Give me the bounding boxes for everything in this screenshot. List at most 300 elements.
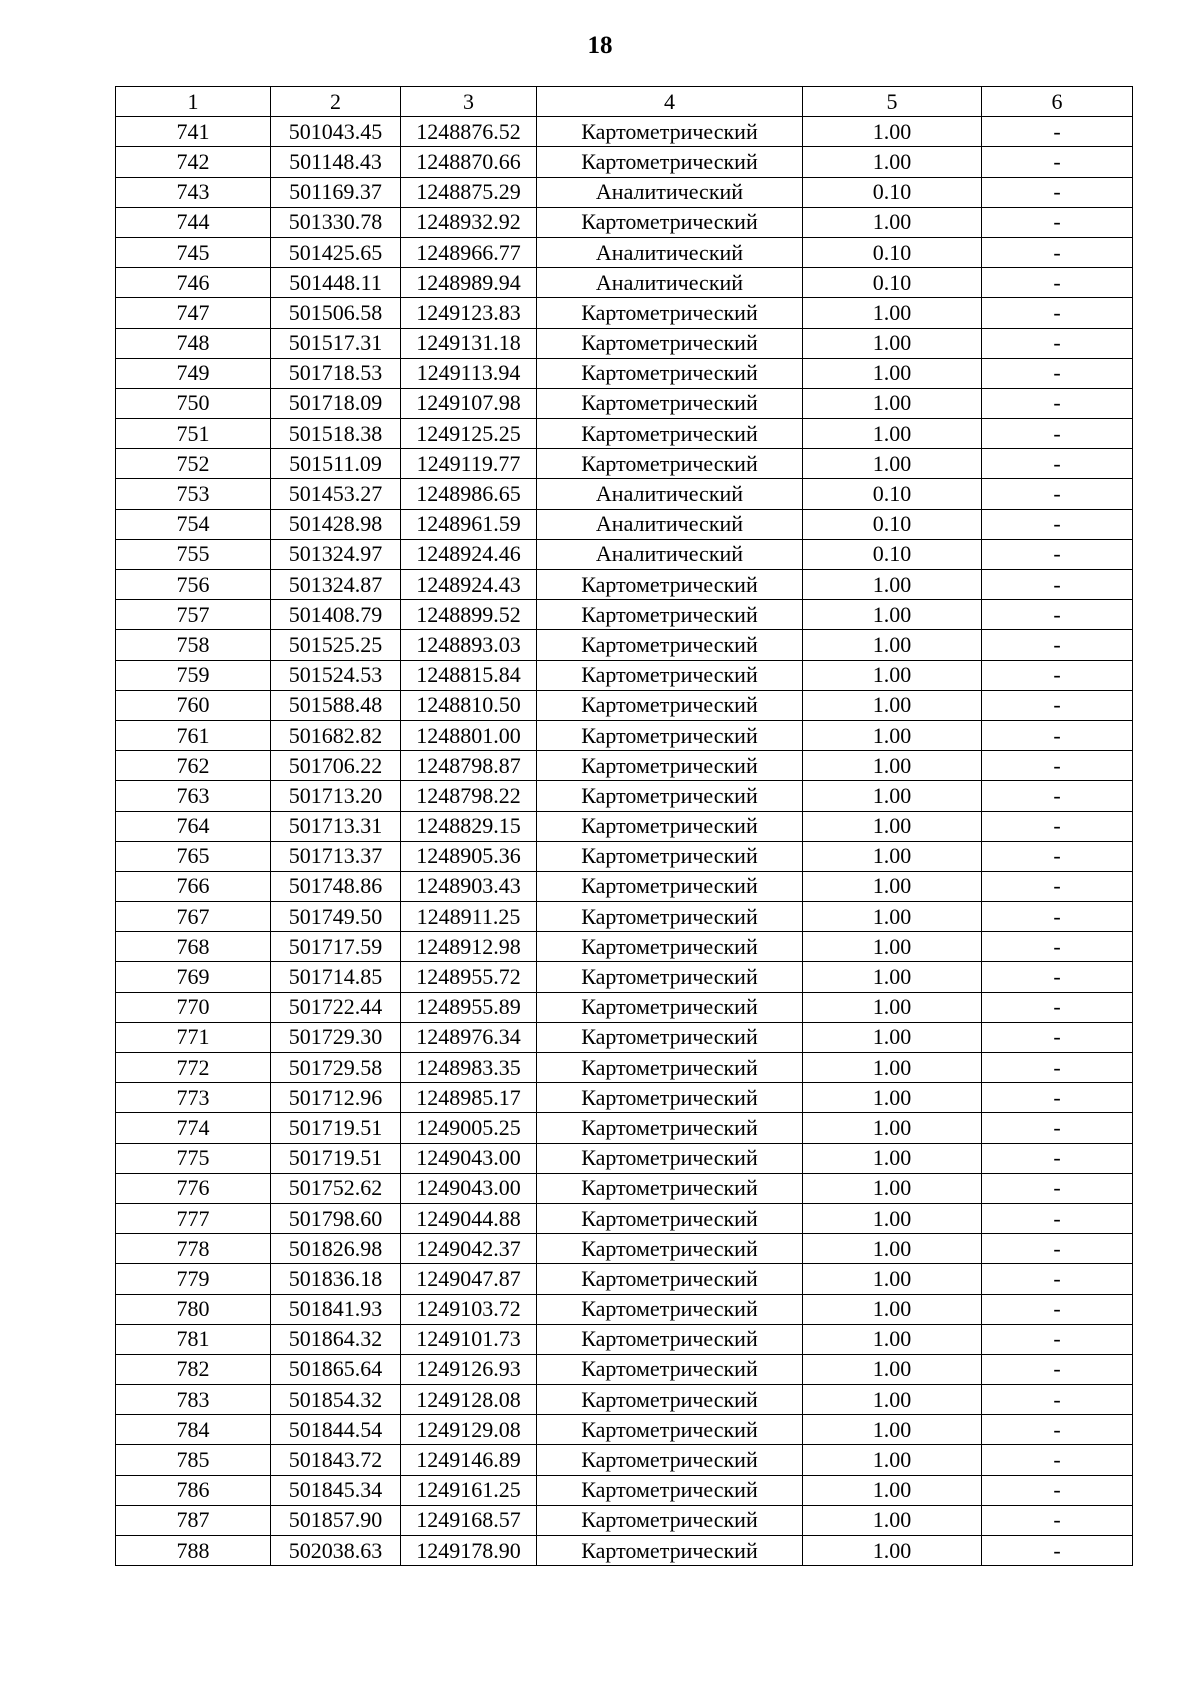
method-cell: Картометрический (537, 298, 803, 328)
note-cell: - (982, 720, 1133, 750)
x-coordinate-cell: 501717.59 (271, 932, 401, 962)
point-number-cell: 741 (116, 117, 271, 147)
x-coordinate-cell: 501408.79 (271, 600, 401, 630)
accuracy-cell: 1.00 (803, 1113, 982, 1143)
x-coordinate-cell: 501713.31 (271, 811, 401, 841)
note-cell: - (982, 811, 1133, 841)
point-number-cell: 757 (116, 600, 271, 630)
y-coordinate-cell: 1249047.87 (401, 1264, 537, 1294)
point-number-cell: 776 (116, 1173, 271, 1203)
x-coordinate-cell: 501524.53 (271, 660, 401, 690)
table-row (116, 690, 1133, 720)
method-cell: Картометрический (537, 1445, 803, 1475)
method-cell: Картометрический (537, 1143, 803, 1173)
page-number: 18 (587, 32, 613, 59)
point-number-cell: 752 (116, 449, 271, 479)
x-coordinate-cell: 501841.93 (271, 1294, 401, 1324)
y-coordinate-cell: 1248976.34 (401, 1022, 537, 1052)
note-cell: - (982, 237, 1133, 267)
method-cell: Картометрический (537, 690, 803, 720)
table-row (116, 932, 1133, 962)
table-row (116, 509, 1133, 539)
x-coordinate-cell: 501448.11 (271, 268, 401, 298)
method-cell: Картометрический (537, 147, 803, 177)
table-row (116, 1475, 1133, 1505)
accuracy-cell: 1.00 (803, 117, 982, 147)
point-number-cell: 745 (116, 237, 271, 267)
x-coordinate-cell: 501798.60 (271, 1203, 401, 1233)
point-number-cell: 779 (116, 1264, 271, 1294)
table-row (116, 419, 1133, 449)
table-body (116, 117, 1133, 1566)
note-cell: - (982, 1324, 1133, 1354)
y-coordinate-cell: 1248876.52 (401, 117, 537, 147)
table-row (116, 207, 1133, 237)
accuracy-cell: 1.00 (803, 811, 982, 841)
table-row (116, 1385, 1133, 1415)
table-row (116, 479, 1133, 509)
y-coordinate-cell: 1249146.89 (401, 1445, 537, 1475)
table-row (116, 660, 1133, 690)
point-number-cell: 783 (116, 1385, 271, 1415)
x-coordinate-cell: 501864.32 (271, 1324, 401, 1354)
method-cell: Картометрический (537, 1536, 803, 1566)
table-row (116, 177, 1133, 207)
method-cell: Аналитический (537, 237, 803, 267)
accuracy-cell: 1.00 (803, 419, 982, 449)
point-number-cell: 771 (116, 1022, 271, 1052)
accuracy-cell: 1.00 (803, 600, 982, 630)
point-number-cell: 777 (116, 1203, 271, 1233)
point-number-cell: 767 (116, 902, 271, 932)
method-cell: Картометрический (537, 871, 803, 901)
point-number-cell: 755 (116, 539, 271, 569)
accuracy-cell: 0.10 (803, 177, 982, 207)
point-number-cell: 774 (116, 1113, 271, 1143)
point-number-cell: 761 (116, 720, 271, 750)
note-cell: - (982, 358, 1133, 388)
note-cell: - (982, 117, 1133, 147)
table-row (116, 781, 1133, 811)
y-coordinate-cell: 1248983.35 (401, 1053, 537, 1083)
note-cell: - (982, 1053, 1133, 1083)
method-cell: Картометрический (537, 1234, 803, 1264)
note-cell: - (982, 690, 1133, 720)
x-coordinate-cell: 501511.09 (271, 449, 401, 479)
note-cell: - (982, 902, 1133, 932)
point-number-cell: 748 (116, 328, 271, 358)
x-coordinate-cell: 501712.96 (271, 1083, 401, 1113)
method-cell: Картометрический (537, 600, 803, 630)
x-coordinate-cell: 501719.51 (271, 1143, 401, 1173)
method-cell: Картометрический (537, 932, 803, 962)
note-cell: - (982, 1143, 1133, 1173)
x-coordinate-cell: 501330.78 (271, 207, 401, 237)
table-row (116, 1083, 1133, 1113)
y-coordinate-cell: 1248985.17 (401, 1083, 537, 1113)
table-row (116, 992, 1133, 1022)
y-coordinate-cell: 1248870.66 (401, 147, 537, 177)
accuracy-cell: 1.00 (803, 962, 982, 992)
accuracy-cell: 0.10 (803, 237, 982, 267)
point-number-cell: 759 (116, 660, 271, 690)
y-coordinate-cell: 1248899.52 (401, 600, 537, 630)
note-cell: - (982, 630, 1133, 660)
y-coordinate-cell: 1249131.18 (401, 328, 537, 358)
table-row (116, 1234, 1133, 1264)
table-row (116, 1022, 1133, 1052)
point-number-cell: 788 (116, 1536, 271, 1566)
point-number-cell: 765 (116, 841, 271, 871)
point-number-cell: 742 (116, 147, 271, 177)
y-coordinate-cell: 1248932.92 (401, 207, 537, 237)
table-row (116, 237, 1133, 267)
note-cell: - (982, 298, 1133, 328)
point-number-cell: 750 (116, 388, 271, 418)
table-row (116, 449, 1133, 479)
table-row (116, 1203, 1133, 1233)
accuracy-cell: 1.00 (803, 1324, 982, 1354)
y-coordinate-cell: 1248955.89 (401, 992, 537, 1022)
table-row (116, 751, 1133, 781)
accuracy-cell: 1.00 (803, 1505, 982, 1535)
accuracy-cell: 1.00 (803, 781, 982, 811)
accuracy-cell: 1.00 (803, 660, 982, 690)
x-coordinate-cell: 501718.09 (271, 388, 401, 418)
note-cell: - (982, 1173, 1133, 1203)
table-row (116, 328, 1133, 358)
point-number-cell: 758 (116, 630, 271, 660)
x-coordinate-cell: 501714.85 (271, 962, 401, 992)
accuracy-cell: 1.00 (803, 720, 982, 750)
note-cell: - (982, 1234, 1133, 1264)
y-coordinate-cell: 1249107.98 (401, 388, 537, 418)
y-coordinate-cell: 1248801.00 (401, 720, 537, 750)
y-coordinate-cell: 1249005.25 (401, 1113, 537, 1143)
method-cell: Картометрический (537, 1264, 803, 1294)
method-cell: Картометрический (537, 1415, 803, 1445)
table-row (116, 1173, 1133, 1203)
note-cell: - (982, 1294, 1133, 1324)
y-coordinate-cell: 1248798.87 (401, 751, 537, 781)
x-coordinate-cell: 501518.38 (271, 419, 401, 449)
table-row (116, 1505, 1133, 1535)
note-cell: - (982, 328, 1133, 358)
point-number-cell: 772 (116, 1053, 271, 1083)
accuracy-cell: 1.00 (803, 1173, 982, 1203)
x-coordinate-cell: 501722.44 (271, 992, 401, 1022)
point-number-cell: 746 (116, 268, 271, 298)
y-coordinate-cell: 1248989.94 (401, 268, 537, 298)
accuracy-cell: 1.00 (803, 751, 982, 781)
table-row (116, 1324, 1133, 1354)
x-coordinate-cell: 501826.98 (271, 1234, 401, 1264)
note-cell: - (982, 1354, 1133, 1384)
accuracy-cell: 1.00 (803, 1445, 982, 1475)
table-row (116, 1053, 1133, 1083)
method-cell: Аналитический (537, 268, 803, 298)
y-coordinate-cell: 1249043.00 (401, 1173, 537, 1203)
method-cell: Картометрический (537, 1475, 803, 1505)
note-cell: - (982, 479, 1133, 509)
y-coordinate-cell: 1248986.65 (401, 479, 537, 509)
method-cell: Картометрический (537, 358, 803, 388)
method-cell: Картометрический (537, 328, 803, 358)
point-number-cell: 775 (116, 1143, 271, 1173)
accuracy-cell: 1.00 (803, 1415, 982, 1445)
x-coordinate-cell: 501453.27 (271, 479, 401, 509)
x-coordinate-cell: 501324.87 (271, 570, 401, 600)
method-cell: Картометрический (537, 1083, 803, 1113)
method-cell: Картометрический (537, 781, 803, 811)
column-header: 1 (116, 87, 271, 117)
accuracy-cell: 1.00 (803, 1475, 982, 1505)
x-coordinate-cell: 501588.48 (271, 690, 401, 720)
method-cell: Аналитический (537, 177, 803, 207)
note-cell: - (982, 932, 1133, 962)
table-row (116, 298, 1133, 328)
accuracy-cell: 1.00 (803, 358, 982, 388)
y-coordinate-cell: 1249043.00 (401, 1143, 537, 1173)
note-cell: - (982, 539, 1133, 569)
accuracy-cell: 1.00 (803, 992, 982, 1022)
table-row (116, 811, 1133, 841)
note-cell: - (982, 1022, 1133, 1052)
table-row (116, 570, 1133, 600)
x-coordinate-cell: 501854.32 (271, 1385, 401, 1415)
coordinates-table (115, 86, 1133, 1566)
point-number-cell: 770 (116, 992, 271, 1022)
note-cell: - (982, 147, 1133, 177)
y-coordinate-cell: 1248810.50 (401, 690, 537, 720)
x-coordinate-cell: 501425.65 (271, 237, 401, 267)
method-cell: Картометрический (537, 751, 803, 781)
table-row (116, 902, 1133, 932)
accuracy-cell: 0.10 (803, 539, 982, 569)
point-number-cell: 756 (116, 570, 271, 600)
table-row (116, 1415, 1133, 1445)
y-coordinate-cell: 1248912.98 (401, 932, 537, 962)
y-coordinate-cell: 1248905.36 (401, 841, 537, 871)
method-cell: Картометрический (537, 902, 803, 932)
y-coordinate-cell: 1248875.29 (401, 177, 537, 207)
table-header-row (116, 87, 1133, 117)
accuracy-cell: 1.00 (803, 690, 982, 720)
point-number-cell: 747 (116, 298, 271, 328)
method-cell: Картометрический (537, 388, 803, 418)
method-cell: Картометрический (537, 630, 803, 660)
point-number-cell: 778 (116, 1234, 271, 1264)
table-row (116, 388, 1133, 418)
table-row (116, 962, 1133, 992)
point-number-cell: 781 (116, 1324, 271, 1354)
table-row (116, 1264, 1133, 1294)
note-cell: - (982, 1083, 1133, 1113)
note-cell: - (982, 1415, 1133, 1445)
point-number-cell: 760 (116, 690, 271, 720)
method-cell: Картометрический (537, 1354, 803, 1384)
note-cell: - (982, 1475, 1133, 1505)
point-number-cell: 784 (116, 1415, 271, 1445)
y-coordinate-cell: 1249168.57 (401, 1505, 537, 1535)
note-cell: - (982, 509, 1133, 539)
accuracy-cell: 1.00 (803, 1536, 982, 1566)
note-cell: - (982, 570, 1133, 600)
method-cell: Картометрический (537, 992, 803, 1022)
y-coordinate-cell: 1248955.72 (401, 962, 537, 992)
y-coordinate-cell: 1248961.59 (401, 509, 537, 539)
accuracy-cell: 1.00 (803, 1083, 982, 1113)
accuracy-cell: 0.10 (803, 268, 982, 298)
point-number-cell: 786 (116, 1475, 271, 1505)
note-cell: - (982, 660, 1133, 690)
point-number-cell: 769 (116, 962, 271, 992)
y-coordinate-cell: 1248903.43 (401, 871, 537, 901)
accuracy-cell: 1.00 (803, 388, 982, 418)
x-coordinate-cell: 501706.22 (271, 751, 401, 781)
method-cell: Картометрический (537, 570, 803, 600)
accuracy-cell: 1.00 (803, 1294, 982, 1324)
accuracy-cell: 1.00 (803, 1264, 982, 1294)
note-cell: - (982, 419, 1133, 449)
method-cell: Картометрический (537, 1113, 803, 1143)
accuracy-cell: 1.00 (803, 207, 982, 237)
accuracy-cell: 1.00 (803, 841, 982, 871)
note-cell: - (982, 388, 1133, 418)
y-coordinate-cell: 1249113.94 (401, 358, 537, 388)
x-coordinate-cell: 501729.58 (271, 1053, 401, 1083)
x-coordinate-cell: 501682.82 (271, 720, 401, 750)
x-coordinate-cell: 501428.98 (271, 509, 401, 539)
method-cell: Картометрический (537, 1203, 803, 1233)
point-number-cell: 749 (116, 358, 271, 388)
table-row (116, 720, 1133, 750)
method-cell: Картометрический (537, 1324, 803, 1354)
table-row (116, 1445, 1133, 1475)
note-cell: - (982, 871, 1133, 901)
table-row (116, 1294, 1133, 1324)
method-cell: Аналитический (537, 509, 803, 539)
method-cell: Картометрический (537, 1173, 803, 1203)
y-coordinate-cell: 1249101.73 (401, 1324, 537, 1354)
point-number-cell: 787 (116, 1505, 271, 1535)
y-coordinate-cell: 1248815.84 (401, 660, 537, 690)
table-row (116, 539, 1133, 569)
accuracy-cell: 1.00 (803, 932, 982, 962)
method-cell: Картометрический (537, 1022, 803, 1052)
x-coordinate-cell: 501749.50 (271, 902, 401, 932)
point-number-cell: 753 (116, 479, 271, 509)
note-cell: - (982, 1264, 1133, 1294)
note-cell: - (982, 1203, 1133, 1233)
x-coordinate-cell: 501729.30 (271, 1022, 401, 1052)
accuracy-cell: 1.00 (803, 570, 982, 600)
point-number-cell: 764 (116, 811, 271, 841)
accuracy-cell: 1.00 (803, 1385, 982, 1415)
y-coordinate-cell: 1249044.88 (401, 1203, 537, 1233)
method-cell: Картометрический (537, 1385, 803, 1415)
method-cell: Картометрический (537, 419, 803, 449)
column-header: 4 (537, 87, 803, 117)
method-cell: Картометрический (537, 660, 803, 690)
table-row (116, 147, 1133, 177)
accuracy-cell: 0.10 (803, 479, 982, 509)
table-row (116, 630, 1133, 660)
point-number-cell: 780 (116, 1294, 271, 1324)
y-coordinate-cell: 1248966.77 (401, 237, 537, 267)
y-coordinate-cell: 1249125.25 (401, 419, 537, 449)
y-coordinate-cell: 1249126.93 (401, 1354, 537, 1384)
note-cell: - (982, 268, 1133, 298)
x-coordinate-cell: 501324.97 (271, 539, 401, 569)
x-coordinate-cell: 501865.64 (271, 1354, 401, 1384)
accuracy-cell: 1.00 (803, 449, 982, 479)
x-coordinate-cell: 501713.37 (271, 841, 401, 871)
y-coordinate-cell: 1248893.03 (401, 630, 537, 660)
accuracy-cell: 1.00 (803, 902, 982, 932)
note-cell: - (982, 1536, 1133, 1566)
note-cell: - (982, 781, 1133, 811)
method-cell: Аналитический (537, 479, 803, 509)
y-coordinate-cell: 1249178.90 (401, 1536, 537, 1566)
accuracy-cell: 1.00 (803, 1022, 982, 1052)
note-cell: - (982, 177, 1133, 207)
note-cell: - (982, 1445, 1133, 1475)
point-number-cell: 744 (116, 207, 271, 237)
x-coordinate-cell: 501043.45 (271, 117, 401, 147)
method-cell: Аналитический (537, 539, 803, 569)
point-number-cell: 766 (116, 871, 271, 901)
x-coordinate-cell: 501148.43 (271, 147, 401, 177)
y-coordinate-cell: 1249128.08 (401, 1385, 537, 1415)
y-coordinate-cell: 1249103.72 (401, 1294, 537, 1324)
note-cell: - (982, 207, 1133, 237)
y-coordinate-cell: 1249129.08 (401, 1415, 537, 1445)
x-coordinate-cell: 501517.31 (271, 328, 401, 358)
table-row (116, 871, 1133, 901)
x-coordinate-cell: 501525.25 (271, 630, 401, 660)
table-row (116, 1143, 1133, 1173)
note-cell: - (982, 751, 1133, 781)
y-coordinate-cell: 1248911.25 (401, 902, 537, 932)
method-cell: Картометрический (537, 1053, 803, 1083)
accuracy-cell: 1.00 (803, 1354, 982, 1384)
point-number-cell: 743 (116, 177, 271, 207)
x-coordinate-cell: 501752.62 (271, 1173, 401, 1203)
column-header: 5 (803, 87, 982, 117)
accuracy-cell: 1.00 (803, 1053, 982, 1083)
point-number-cell: 763 (116, 781, 271, 811)
accuracy-cell: 1.00 (803, 1234, 982, 1264)
accuracy-cell: 1.00 (803, 1203, 982, 1233)
method-cell: Картометрический (537, 841, 803, 871)
y-coordinate-cell: 1249119.77 (401, 449, 537, 479)
accuracy-cell: 1.00 (803, 630, 982, 660)
accuracy-cell: 1.00 (803, 298, 982, 328)
x-coordinate-cell: 501845.34 (271, 1475, 401, 1505)
x-coordinate-cell: 501506.58 (271, 298, 401, 328)
y-coordinate-cell: 1248924.43 (401, 570, 537, 600)
table-row (116, 1536, 1133, 1566)
accuracy-cell: 1.00 (803, 147, 982, 177)
point-number-cell: 782 (116, 1354, 271, 1384)
method-cell: Картометрический (537, 1505, 803, 1535)
table-row (116, 841, 1133, 871)
table-row (116, 600, 1133, 630)
method-cell: Картометрический (537, 1294, 803, 1324)
method-cell: Картометрический (537, 962, 803, 992)
y-coordinate-cell: 1248829.15 (401, 811, 537, 841)
